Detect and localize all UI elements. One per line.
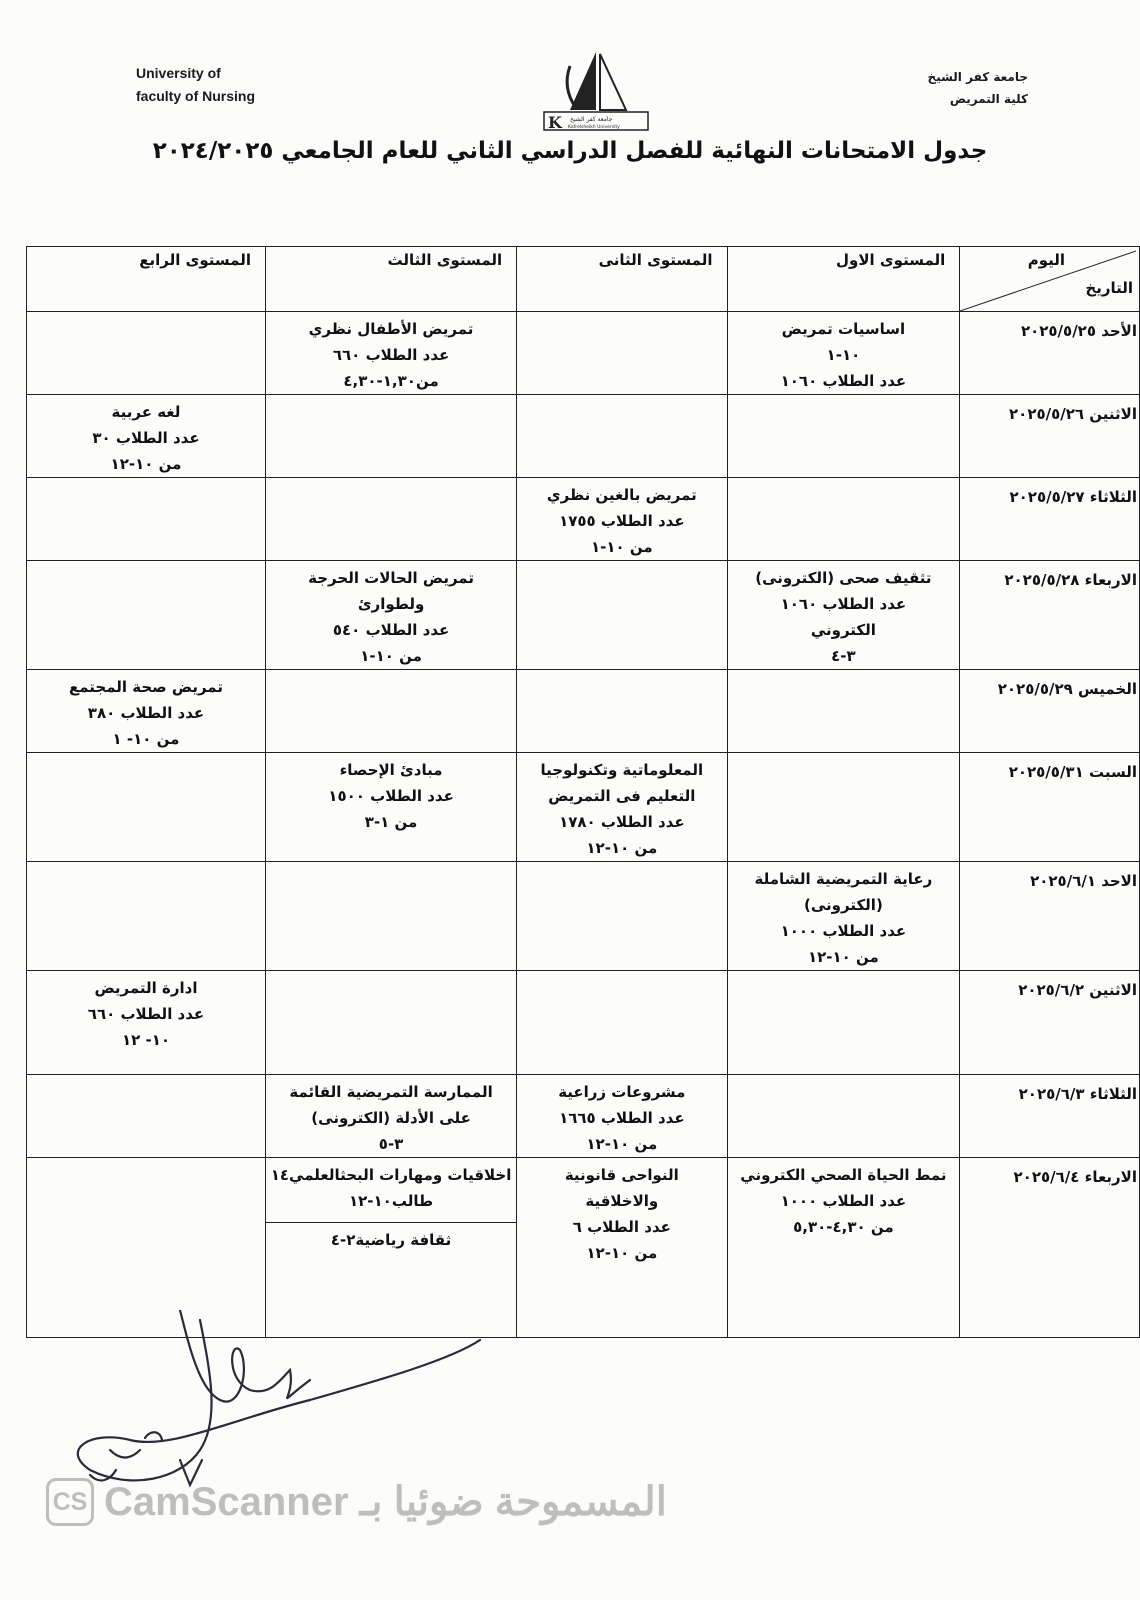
exam-line: لغه عربية [111, 403, 181, 421]
university-name-ar [928, 66, 1028, 110]
level-4-exam-cell [27, 478, 266, 561]
level-2-exam-cell [517, 753, 727, 862]
exam-line: تثقيف صحى (الكترونى) [755, 569, 932, 587]
exam-line: من ١٠-١٢ [807, 948, 879, 966]
camscanner-logo: CS [46, 1478, 94, 1526]
level-3-exam-cell [265, 312, 516, 395]
exam-line: عدد الطلاب ١٦٦٥ [559, 1109, 685, 1127]
university-line-2: faculty of Nursing [136, 88, 256, 104]
level-1-exam-cell [727, 971, 960, 1075]
level-4-exam-cell [27, 395, 266, 478]
logo-letter: K [548, 113, 562, 132]
exam-line: النواحى قانونية [564, 1166, 679, 1184]
level-2-exam-cell [517, 1158, 727, 1338]
exam-line: عدد الطلاب ٦٦٠ [332, 346, 450, 364]
level-4-exam-cell [27, 561, 266, 670]
exam-line: مشروعات زراعية [558, 1083, 686, 1101]
level-2-exam-cell [517, 1075, 727, 1158]
level-4-exam-cell [27, 753, 266, 862]
table-header-row [27, 247, 1140, 312]
date-cell: الأحد ٢٠٢٥/٥/٢٥ [960, 312, 1140, 395]
exam-line: عدد الطلاب ٣٨٠ [87, 704, 205, 722]
date-cell: الاربعاء ٢٠٢٥/٥/٢٨ [960, 561, 1140, 670]
exam-line: تمريض الحالات الحرجة [308, 569, 474, 587]
exam-line: التعليم فى التمريض [548, 787, 696, 805]
exam-line: من ١٠-١٢ [586, 1135, 658, 1153]
date-cell: السبت ٢٠٢٥/٥/٣١ [960, 753, 1140, 862]
level-2-header: المستوى الثانى [517, 247, 727, 312]
exam-line: من ١٠-١٢ [586, 839, 658, 857]
exam-line: اخلاقيات ومهارات البحث [340, 1166, 512, 1184]
exam-line: عدد الطلاب ١٠٠٠ [780, 922, 907, 940]
camscanner-text: CamScanner المسموحة ضوئيا بـ [104, 1480, 667, 1524]
exam-line: من ١٠- ١ [112, 730, 180, 748]
level-2-exam-cell [517, 971, 727, 1075]
exam-line: من ١-٣ [364, 813, 418, 831]
exam-line: عدد الطلاب ١٧٥٥ [559, 512, 685, 530]
exam-line: تمريض بالغين نظري [546, 486, 697, 504]
table-row [27, 395, 1140, 478]
level-2-exam-cell [517, 395, 727, 478]
level-3-exam-cell [265, 971, 516, 1075]
level-1-exam-cell [727, 395, 960, 478]
level-1-exam-cell [727, 862, 960, 971]
level-3-exam-cell [265, 670, 516, 753]
date-header: التاريخ [1085, 279, 1133, 297]
table-row [27, 971, 1140, 1075]
level-1-exam-cell [727, 670, 960, 753]
university-line-1: University of [136, 65, 221, 81]
table-row [27, 561, 1140, 670]
level-4-exam-cell [27, 312, 266, 395]
level-2-exam-cell [517, 312, 727, 395]
level-4-exam-cell [27, 1075, 266, 1158]
level-2-exam-cell [517, 561, 727, 670]
exam-line: عدد الطلاب ٦٦٠ [87, 1005, 205, 1023]
exam-line: اساسيات تمريض [781, 320, 906, 338]
level-1-exam-cell [727, 561, 960, 670]
exam-line: عدد الطلاب ١٠٠٠ [780, 1192, 907, 1210]
level-3-exam-cell [265, 753, 516, 862]
logo-subtext: Kafrelsheikh University [568, 125, 620, 130]
date-cell: الثلاثاء ٢٠٢٥/٦/٣ [960, 1075, 1140, 1158]
level-3-header: المستوى الثالث [265, 247, 516, 312]
level-1-exam-cell [727, 1075, 960, 1158]
exam-line: من ١٠-١ [590, 538, 653, 556]
level-1-header: المستوى الاول [727, 247, 960, 312]
level-3-exam-cell [265, 395, 516, 478]
exam-line: من ١٠-١٢ [586, 1244, 658, 1262]
page-title: جدول الامتحانات النهائية للفصل الدراسي الثاني للعام الجامعي ٢٠٢٤/٢٠٢٥ [152, 138, 988, 164]
exam-line: عدد الطلاب ١٠٦٠ [780, 595, 907, 613]
level-3-exam-cell [265, 478, 516, 561]
exam-line: ولطوارئ [357, 595, 425, 613]
table-row [27, 1075, 1140, 1158]
table-row [27, 670, 1140, 753]
university-ar-line-1: جامعة كفر الشيخ [927, 70, 1028, 84]
level-2-exam-cell [517, 478, 727, 561]
level-4-exam-cell [27, 670, 266, 753]
table-row [27, 862, 1140, 971]
exam-line: رعاية التمريضية الشاملة [754, 870, 933, 888]
exam-line: المعلوماتية وتكنولوجيا [540, 761, 704, 779]
date-cell: الاحد ٢٠٢٥/٦/١ [960, 862, 1140, 971]
level-2-exam-cell [517, 862, 727, 971]
university-name-en [136, 62, 255, 108]
date-cell: الخميس ٢٠٢٥/٥/٢٩ [960, 670, 1140, 753]
exam-line: نمط الحياة الصحي الكتروني [740, 1166, 947, 1184]
level-3-exam-cell [265, 561, 516, 670]
exam-line: من ١٠-١٢ [110, 455, 182, 473]
level-4-exam-cell [27, 971, 266, 1075]
exam-schedule-table [26, 246, 1140, 1338]
logo-text: جامعة كفر الشيخ [570, 116, 613, 123]
exam-line: ١٠-١ [826, 346, 861, 364]
exam-line: ٢-٤ [330, 1231, 356, 1249]
exam-line: مبادئ الإحصاء [339, 761, 443, 779]
university-logo [540, 48, 652, 132]
day-header: اليوم [1027, 251, 1065, 269]
exam-line: ثقافة رياضية [355, 1231, 452, 1249]
exam-line: عدد الطلاب ١٧٨٠ [559, 813, 685, 831]
level-3-exam-cell [265, 862, 516, 971]
exam-line: ٣-٤ [831, 647, 856, 665]
date-cell: الاثنين ٢٠٢٥/٦/٢ [960, 971, 1140, 1075]
level-2-exam-cell [517, 670, 727, 753]
exam-line: والاخلاقية [585, 1192, 659, 1210]
table-row [27, 478, 1140, 561]
level-4-exam-cell [27, 862, 266, 971]
exam-line: ١٠- ١٢ [121, 1031, 171, 1049]
exam-line: ١٤ طالب [270, 1166, 434, 1210]
date-cell: الثلاثاء ٢٠٢٥/٥/٢٧ [960, 478, 1140, 561]
exam-line: من ١٠-١ [360, 647, 422, 665]
exam-line: الكتروني [810, 621, 876, 639]
camscanner-watermark [46, 1478, 667, 1526]
exam-line: ١٠-١٢ [348, 1192, 392, 1210]
exam-line: من ٤,٣٠-٥,٣٠ [793, 1218, 894, 1236]
exam-line: عدد الطلاب ١٠٦٠ [780, 372, 907, 390]
level-4-header: المستوى الرابع [27, 247, 266, 312]
exam-line: تمريض صحة المجتمع [68, 678, 223, 696]
level-3-exam-cell [265, 1075, 516, 1158]
exam-line: الممارسة التمريضية القائمة [289, 1083, 493, 1101]
level-1-exam-cell [727, 478, 960, 561]
exam-line: على الأدلة (الكترونى) [311, 1109, 471, 1127]
university-ar-line-2: كلية التمريض [949, 92, 1028, 106]
table-row [27, 312, 1140, 395]
level-1-exam-cell [727, 1158, 960, 1338]
exam-line: ٣-٥ [378, 1135, 404, 1153]
exam-line: ادارة التمريض [94, 979, 198, 997]
level-1-exam-cell [727, 312, 960, 395]
date-cell: الاربعاء ٢٠٢٥/٦/٤ [960, 1158, 1140, 1338]
exam-line: (الكترونى) [804, 896, 883, 914]
exam-line: تمريض الأطفال نظري [308, 320, 474, 338]
day-date-header [960, 247, 1140, 312]
exam-line: عدد الطلاب ١٥٠٠ [328, 787, 454, 805]
exam-line: العلمي [289, 1166, 341, 1184]
level-1-exam-cell [727, 753, 960, 862]
date-cell: الاثنين ٢٠٢٥/٥/٢٦ [960, 395, 1140, 478]
exam-line: عدد الطلاب ٣٠ [92, 429, 200, 447]
exam-line: عدد الطلاب ٥٤٠ [332, 621, 450, 639]
table-row [27, 753, 1140, 862]
exam-line: من١,٣٠-٤,٣٠ [343, 372, 439, 390]
exam-line: عدد الطلاب ٦ [572, 1218, 671, 1236]
